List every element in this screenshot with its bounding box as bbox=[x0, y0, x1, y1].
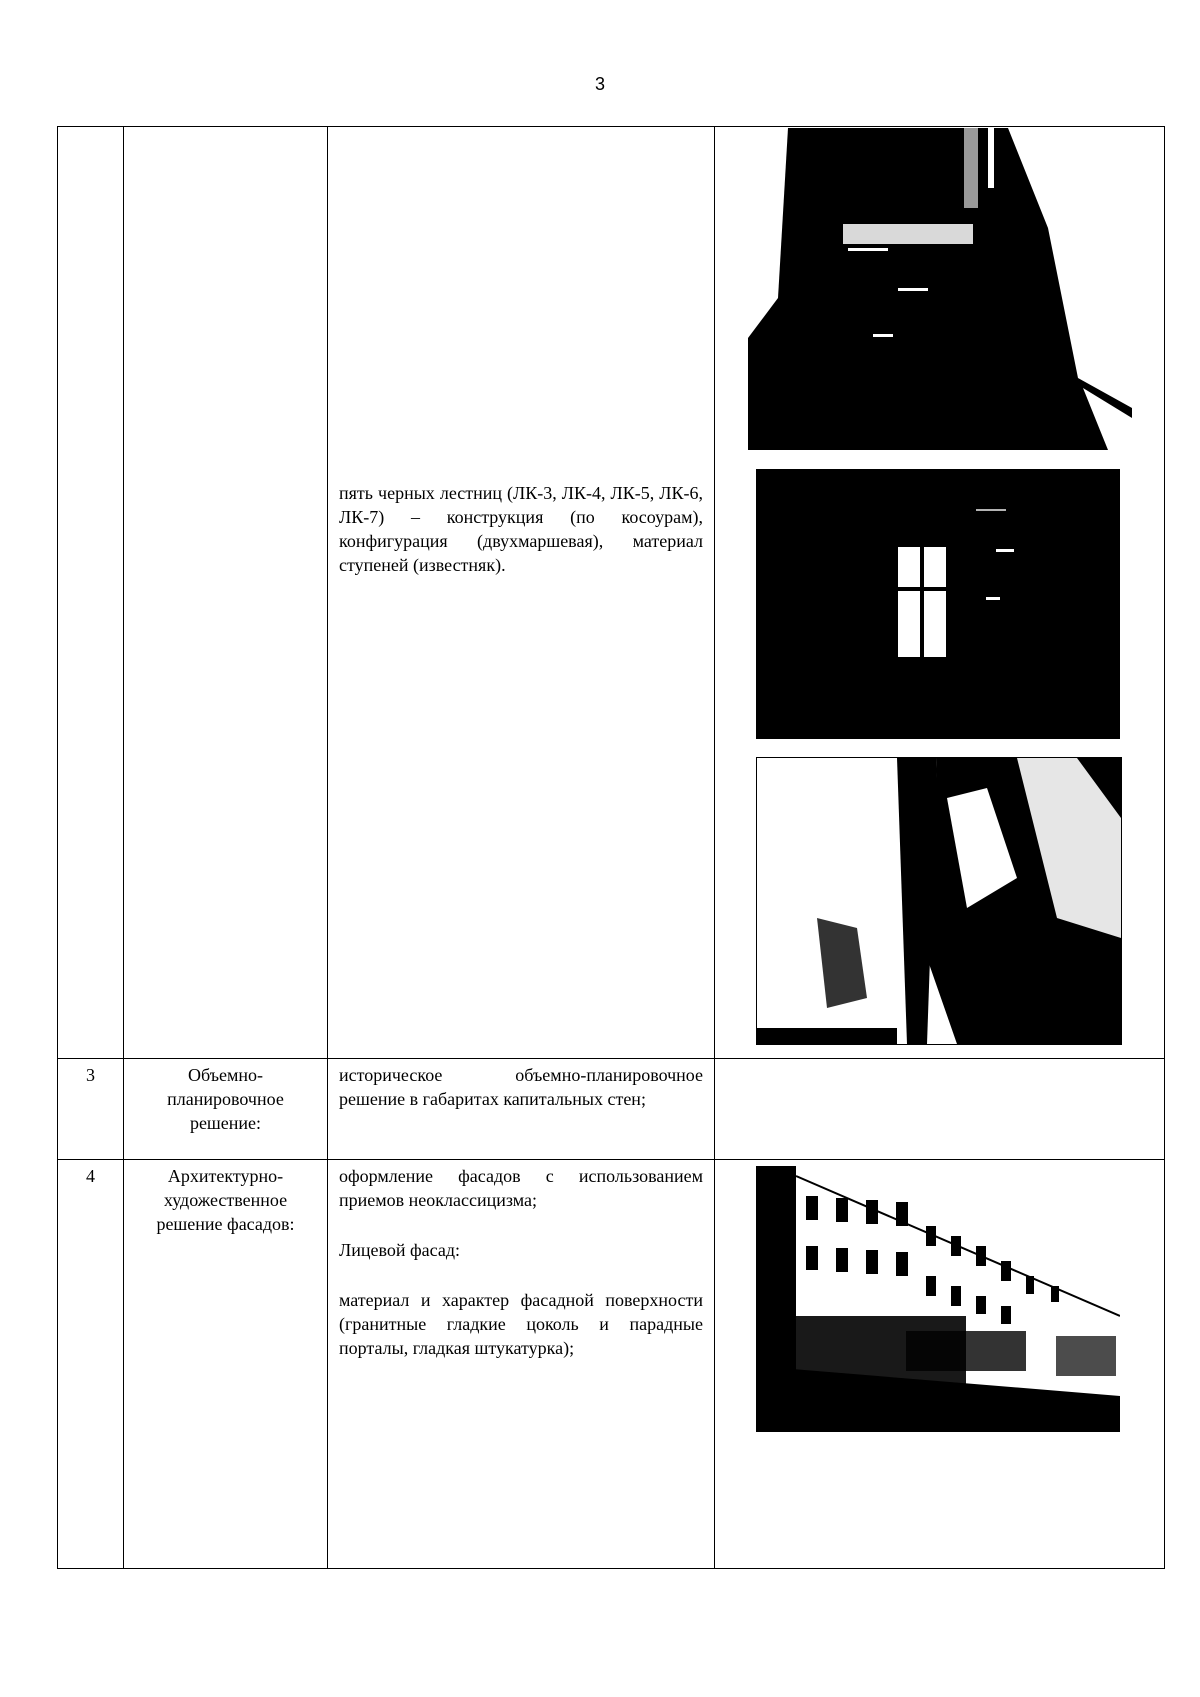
street-facade-photo bbox=[756, 1166, 1120, 1432]
row-number: 3 bbox=[58, 1059, 124, 1160]
row-name: Объемно-планировочное решение: bbox=[124, 1059, 328, 1160]
page-number: 3 bbox=[594, 74, 605, 94]
row-text: историческое объемно-планировочное решение в габаритах капитальных стен; bbox=[328, 1059, 715, 1160]
row-photos bbox=[715, 127, 1165, 1059]
row-text-body: пять черных лестниц (ЛК-3, ЛК-4, ЛК-5, ЛК-6, ЛК-7) – конструкция (по косоурам), конфигурация (двухмаршевая), материал ступеней (известняк). bbox=[339, 483, 703, 575]
row-paragraph: материал и характер фасадной поверхности (гранитные гладкие цоколь и парадные порталы, гладкая штукатурка); bbox=[339, 1290, 703, 1358]
table-row bbox=[58, 1160, 1165, 1569]
row-name bbox=[124, 127, 328, 1059]
stairwell-window-photo bbox=[756, 469, 1120, 739]
row-photos bbox=[715, 1160, 1165, 1569]
table-row bbox=[58, 1059, 1165, 1160]
row-text bbox=[328, 1160, 715, 1569]
courtyard-photo bbox=[756, 757, 1122, 1045]
staircase-photo bbox=[748, 128, 1132, 450]
row-paragraph: Лицевой фасад: bbox=[339, 1240, 460, 1260]
monument-table bbox=[57, 126, 1165, 1569]
row-photos-empty bbox=[715, 1059, 1165, 1160]
row-paragraph: оформление фасадов с использованием приемов неоклассицизма; bbox=[339, 1166, 703, 1210]
row-number: 4 bbox=[58, 1160, 124, 1569]
table-row bbox=[58, 127, 1165, 1059]
row-name: Архитектурно-художественное решение фасадов: bbox=[124, 1160, 328, 1569]
row-number bbox=[58, 127, 124, 1059]
row-text bbox=[328, 127, 715, 1059]
